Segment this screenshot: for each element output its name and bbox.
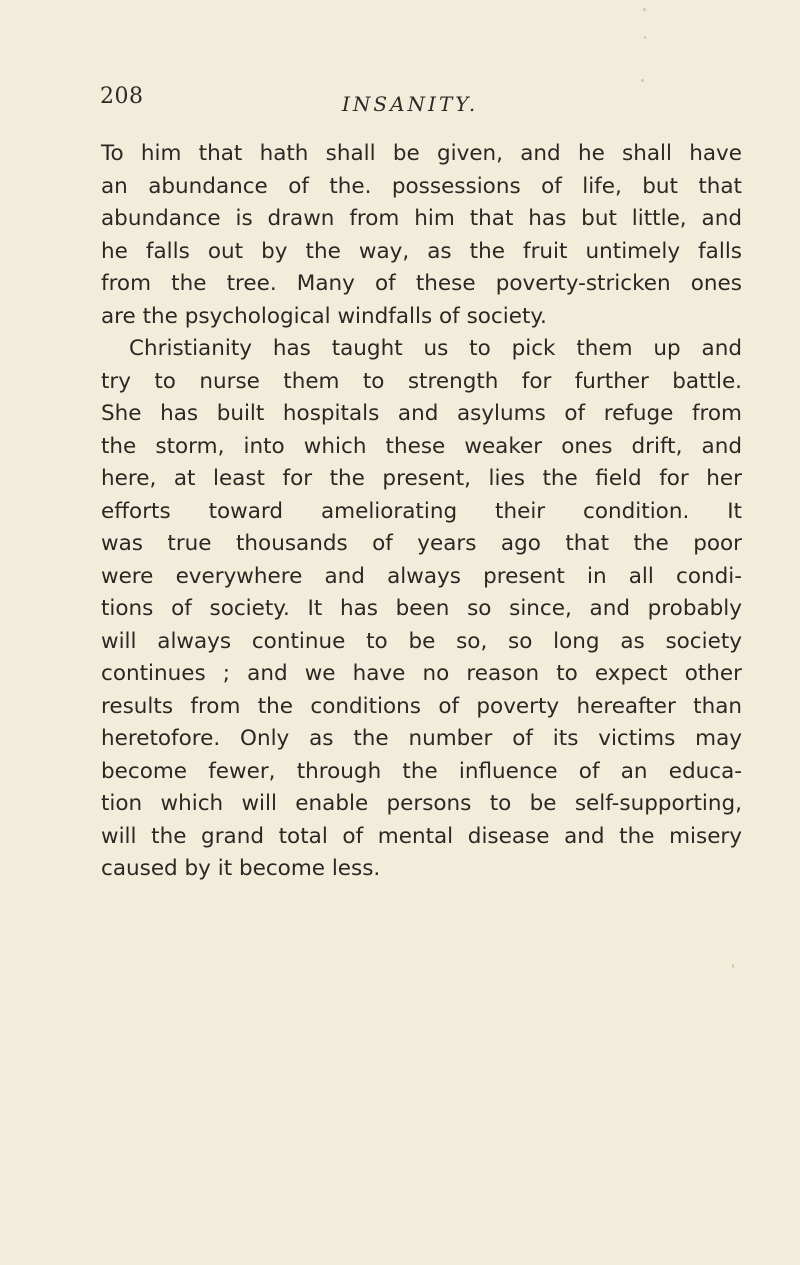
text-line: caused by it become less. [101,856,381,881]
paper-speck [732,964,734,968]
paper-speck [644,36,646,39]
text-line: To him that hath shall be given, and he shall have [101,141,742,166]
text-line: tions of society. It has been so since, and probably [101,596,742,621]
text-line: he falls out by the way, as the fruit untimely falls [101,238,742,264]
text-line: from the tree. Many of these poverty-stricken ones [101,271,742,296]
page-header [100,84,740,124]
text-line: the storm, into which these weaker ones drift, and [101,433,742,459]
paragraph-2 [101,333,742,886]
text-line: here, at least for the present, lies the field for her [101,466,742,491]
text-line: abundance is drawn from him that has but little, and [101,206,742,231]
text-line: continues ; and we have no reason to expect other [101,661,742,686]
text-line: efforts toward ameliorating their condition. It [101,498,742,524]
text-line: an abundance of the. possessions of life, but that [101,173,742,199]
text-line: She has built hospitals and asylums of refuge from [101,401,742,426]
paper-speck [643,8,646,11]
text-line: Christianity has taught us to pick them up and [129,336,742,361]
paper-speck [641,79,644,82]
text-line: heretofore. Only as the number of its victims may [101,726,742,751]
text-line: was true thousands of years ago that the poor [101,531,742,556]
text-line: try to nurse them to strength for further battle. [101,368,742,394]
text-line: results from the conditions of poverty hereafter than [101,693,742,719]
body-text [101,138,742,886]
text-line: are the psychological windfalls of society. [101,303,547,329]
page-number: 208 [100,84,144,109]
text-line: become fewer, through the influence of an educa- [101,758,742,784]
text-line: will the grand total of mental disease and the misery [101,823,742,849]
text-line: tion which will enable persons to be self-supporting, [101,791,742,816]
paragraph-1 [101,138,742,333]
text-line: were everywhere and always present in all condi- [101,563,742,589]
running-head: INSANITY. [342,92,479,116]
text-line: will always continue to be so, so long as society [101,628,742,654]
